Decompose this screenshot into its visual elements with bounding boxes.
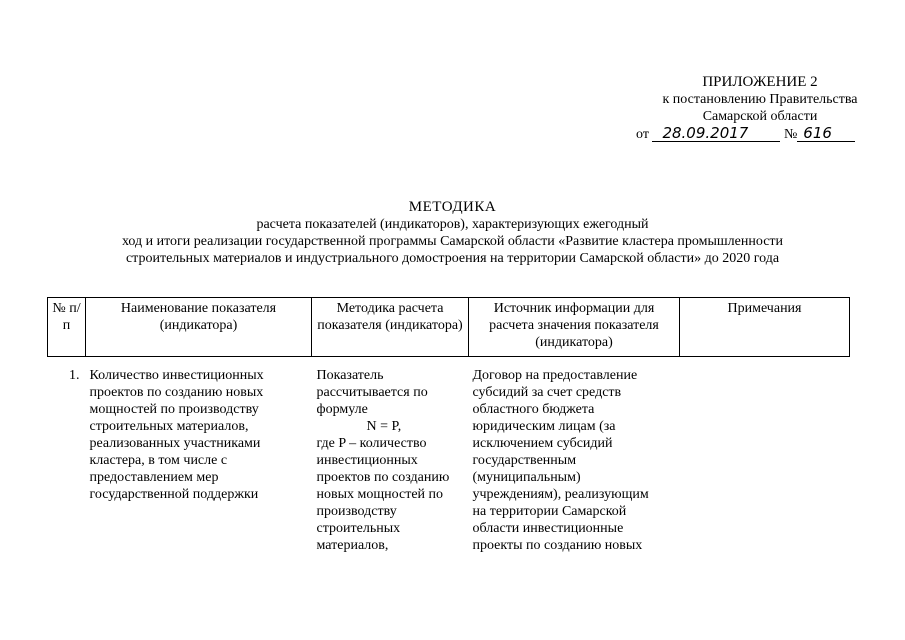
method-line: формуле [316,402,368,417]
document-heading: МЕТОДИКА [408,199,497,215]
header-notes: Примечания [680,298,850,357]
source-line: проекты по созданию новых [472,538,643,553]
source-line: областного бюджета [472,402,595,417]
source-line: субсидий за счет средств [472,385,622,400]
handwritten-date: 28.09.2017 [652,125,780,142]
method-line: инвестиционных [316,453,418,468]
document-title [0,199,905,267]
name-line: государственной поддержки [89,487,259,502]
name-line: кластера, в том числе с [89,453,228,468]
source-line: учреждениям), реализующим [472,487,649,502]
resolution-date-line [636,125,855,143]
method-line: где P – количество [316,436,427,451]
source-line: исключением субсидий [472,436,613,451]
method-line: проектов по созданию [316,470,450,485]
source-line: на территории Самарской [472,504,627,519]
indicators-table [47,297,850,556]
source-line: области инвестиционные [472,521,624,536]
method-line: строительных [316,521,401,536]
subtitle-line-1: расчета показателей (индикаторов), характеризующих ежегодный [256,217,649,232]
method-line: материалов, [316,538,389,553]
header-information-source: Источник информации для расчета значения показателя (индикатора) [469,298,680,357]
header-calculation-method: Методика расчета показателя (индикатора) [312,298,469,357]
row-number: 1. [69,368,80,383]
calculation-method-cell [312,357,469,557]
name-line: мощностей по производству [89,402,259,417]
subtitle-line-3: строительных материалов и индустриального домостроения на территории Самарской области» до 2020 года [125,251,780,266]
source-line: юридическим лицам (за [472,419,616,434]
source-line: государственным [472,453,577,468]
notes-cell [680,357,850,557]
information-source-cell [469,357,680,557]
header-number: № п/п [48,298,86,357]
indicator-name-cell [86,357,312,557]
name-line: Количество инвестиционных [89,368,264,383]
source-line: Договор на предоставление [472,368,638,383]
table-header-row [48,298,850,357]
appendix-block [600,74,905,125]
formula: N = P, [366,419,402,434]
subtitle-line-2: ход и итоги реализации государственной программы Самарской области «Развитие кластера промышленности [121,234,784,249]
source-line: (муниципальным) [472,470,581,485]
number-label: № [783,127,798,142]
handwritten-number: 616 [797,125,855,142]
method-line: Показатель [316,368,384,383]
method-line: производству [316,504,397,519]
appendix-title: ПРИЛОЖЕНИЕ 2 [702,74,818,90]
header-indicator-name: Наименование показателя (индикатора) [86,298,312,357]
name-line: проектов по созданию новых [89,385,264,400]
method-line: рассчитывается по [316,385,428,400]
appendix-line-2: Самарской области [702,109,818,124]
appendix-line-1: к постановлению Правительства [662,92,858,107]
method-line: новых мощностей по [316,487,444,502]
name-line: реализованных участниками [89,436,261,451]
name-line: предоставлением мер [89,470,219,485]
name-line: строительных материалов, [89,419,249,434]
from-label: от [636,127,649,142]
table-row [48,357,850,557]
